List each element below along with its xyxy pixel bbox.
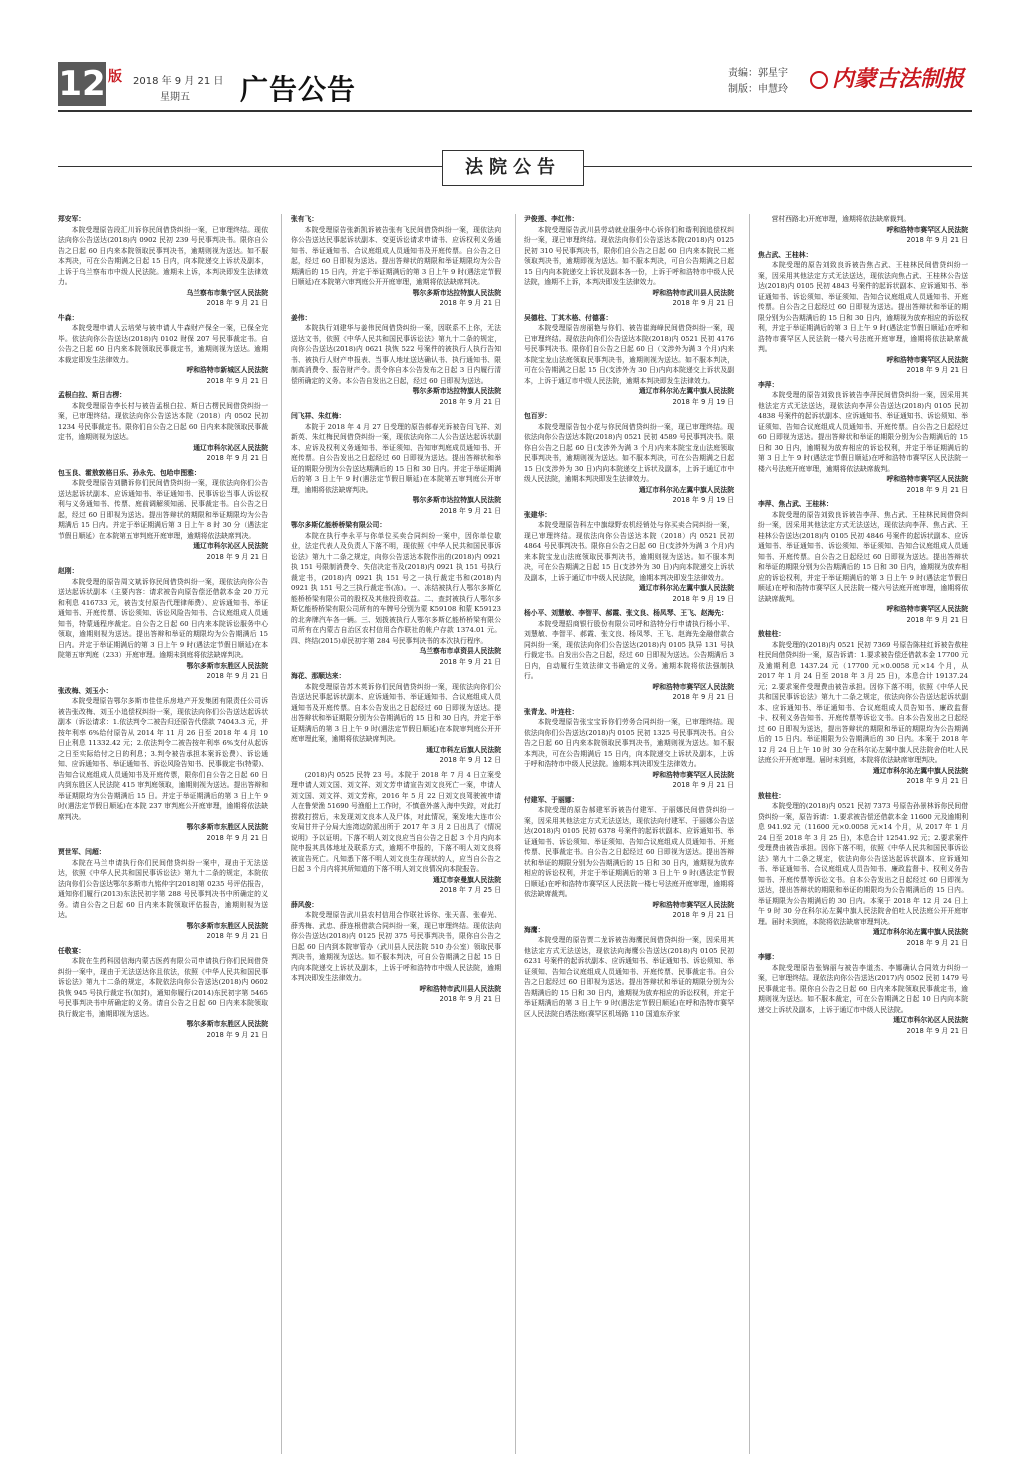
notice-court: 鄂尔多斯市达拉特旗人民法院 bbox=[412, 387, 501, 395]
notice-date: 2018 年 9 月 21 日 bbox=[906, 615, 968, 624]
notice-body: 本院受理原告苏木英诉你们民间借贷纠纷一案，现依法向你们公告送达民事起诉状副本、应诉通知书、举证通知书、合议庭组成人员通知书及开庭传票。自本公告发出之日起经过 60 日即视为送达。提出答辩状和举证期限分别为公告期满后的 15 日和 30 日内，并定于举证期满后的第 3 日上午 9 时(遇法定节假日顺延)在本院审判庭公开开庭审理此案，逾期将依法缺席判决。 bbox=[291, 682, 501, 743]
court-notice bbox=[758, 380, 968, 496]
paper-logo bbox=[810, 62, 965, 98]
notice-court: 呼和浩特市赛罕区人民法院 bbox=[886, 355, 968, 364]
notice-date: 2018 年 9 月 21 日 bbox=[206, 1030, 268, 1039]
notice-date: 2018 年 9 月 21 日 bbox=[906, 1026, 968, 1035]
court-notice bbox=[524, 707, 734, 791]
notice-date: 2018 年 9 月 21 日 bbox=[206, 552, 268, 561]
notice-date: 2018 年 9 月 21 日 bbox=[439, 506, 501, 515]
editor-credits bbox=[728, 66, 788, 98]
court-notice bbox=[524, 795, 734, 921]
notice-court: 呼和浩特市赛罕区人民法院 bbox=[886, 475, 968, 483]
notice-body: 本院受理原告武川县劳动就业服务中心诉你们和谐利润追偿权纠纷一案，现已审理终结。现依法向你们公告送达本院(2018)内 0125 民初 310 号民事判决书，限你们自公告之日起 60 日内来本院民二庭领取判决书，逾期即视为送达。如不服本判决，可自公告期满之日起 15 日内向本院递交上诉状及副本各一份，上诉于呼和浩特市中级人民法院，逾期不上诉，本判决即发生法律效力。 bbox=[524, 225, 734, 286]
notice-court: 乌兰察布市集宁区人民法院 bbox=[186, 288, 268, 297]
notice-body: 本院受理的(2018)内 0521 民初 7373 号原告孙景林诉你民间借贷纠纷一案，原告诉请：1.要求被告偿还借款本金 11600 元及逾期利息 941.92 元（11600 元×0.0058 元×14 个月，从 2017 年 1 月 24 日至 2018 年 3 月 25 日)，本息合计 12541.92 元；2.要求案件受理费由被告承担。因你下落不明，依照《中华人民共和国民事诉讼法》第九十二条之规定，依法向你公告送达起诉状副本、应诉通知书、举证通知书、合议庭组成人员告知书、廉政监督卡、权利义务告知书、开庭传票等诉讼文书。自本公告发出之日起经过 60 日即视为送达，提出答辩状的期限和举证的期限均为公告期满后的 15 日内。举证期限为公告期满后的 30 日内。本案于 2018 年 12 月 24 日上午 9 时 30 分在科尔沁左翼中旗人民法院舍伯吐人民法庭公开开庭审理。届时未到庭，本院将依法缺席审理判决。 bbox=[758, 802, 968, 926]
notice-body: 本院受理原告张新凯诉被告张有飞民间借贷纠纷一案，现依法向你公告送达民事起诉状副本、变更诉讼请求申请书、应诉权利义务通知书、举证通知书、合议庭组成人员通知书及开庭传票。自公告之日起，经过 60 日即视为送达。提出答辩状的期限和举证期限均为公告期满后的 15 日内，并定于举证期满后的第 3 日上午 9 时(遇法定节假日顺延)在本院第六审判庭公开开庭审理，逾期将依法缺席判决。 bbox=[291, 225, 501, 286]
notice-body: 本院受理原告鄂尔多斯市佳佳乐房地产开发集团有限责任公司诉被告张改梅、刘玉小追偿权纠纷一案，现依法向你们公告送达起诉状副本（诉讼请求：1.依法判令二被告归还原告代偿款 74043.3 元，并按年利率 6%给付原告从 2014 年 11 月 26 日至 2018 年 4 月 10 日止利息 11332.42 元；2.依法判令二被告按年利率 6%支付从起诉之日至实际给付之日的利息；3.判令被告承担本案诉讼费）、诉讼通知、应诉通知书、举证通知书、诉讼风险告知书、民事裁定书(特蒙)、告知合议庭组成人员通知书及开庭传票，限你们自公告之日起 60 日内到东胜区人民法院 415 审判庭领取，逾期则视为送达。提出答辩和举证期限均为公告期满后 15 日。并定于举证期满后的第 3 日上午 9 时(遇法定节假日顺延)在本院 237 审判庭公开庭审理，逾期将依法缺席判决。 bbox=[58, 697, 268, 821]
notice-addressee: 贾世军、闫超： bbox=[58, 848, 106, 856]
notice-body: 本院受理原告李长村与被告孟根白拉、斯日古楞民间借贷纠纷一案，已审理终结。现依法向你公告送达本院（2018）内 0502 民初 1234 号民事裁定书。限你们自公告之日起 60 日内来本院领取民事裁定书，逾期则视为送达。 bbox=[58, 401, 268, 441]
notice-date: 2018 年 9 月 21 日 bbox=[206, 376, 268, 385]
court-notice bbox=[291, 313, 501, 408]
notice-addressee: 鄂尔多斯亿能桥桥梁有限公司： bbox=[291, 521, 387, 529]
notice-body: 本院在生药科园信海内蒙古医药有限公司申请执行你们民间借贷纠纷一案中，现由于无法送达你且依法，依照《中华人民共和国民事诉讼法》第九十二条的规定，本院依法向你公告送达(2018)内 0602 执恢 945 号执行裁定书(加封)，通知你履行(2014)东民初字第 5465 号民事判决书中所确定的义务。请自公告之日起 60 日内来本院领取执行裁定书，逾期即视为送达。 bbox=[58, 957, 268, 1018]
editor-name: 责编：郭星宇 bbox=[728, 68, 788, 79]
court-notice bbox=[758, 629, 968, 787]
notice-date: 2018 年 9 月 21 日 bbox=[906, 485, 968, 494]
notice-addressee: 海鹰： bbox=[524, 925, 545, 934]
notice-addressee: 闫飞祥、朱红梅： bbox=[291, 412, 346, 420]
court-notice bbox=[58, 847, 268, 942]
notice-column bbox=[758, 214, 968, 1040]
court-notice bbox=[291, 770, 501, 896]
court-notice bbox=[291, 520, 501, 667]
notice-addressee: 赵刚： bbox=[58, 567, 79, 575]
notice-addressee: 李萍： bbox=[758, 380, 779, 389]
notice-court: 通辽市科尔沁区人民法院 bbox=[193, 542, 268, 550]
notice-body: 本院受理原告科左中旗绿野农机经销处与你买卖合同纠纷一案，现已审理终结。现依法向你公告送达本院（2018）内 0521 民初 4864 号民事判决书。限你自公告之日起 60 日(支涉外为满 3 个月)内来本院宝龙山法庭领取民事判决书，逾期则视为送达。如不服本判决，可在公告期满之日起 15 日(支涉外为 30 日)内向本院递交上诉状及副本，上诉于通辽市中级人民法院，逾期本判决即发生法律效力。 bbox=[524, 521, 734, 582]
notice-addressee: 付建军、于丽娜： bbox=[524, 795, 579, 804]
page-suffix: 版 bbox=[108, 69, 122, 85]
notice-body: 本院受理原告张锦丽与被告李道杰、李娜确认合同效力纠纷一案，已审理终结。现依法向你公告送达(2017)内 0502 民初 1479 号民事裁定书。限你自公告之日起 60 日内来本院领取民事裁定书，逾期则视为送达。如不服本裁定，可在公告期满之日起 10 日内向本院递交上诉状及副本，上诉于通辽市中级人民法院。 bbox=[758, 963, 968, 1014]
notice-date: 2018 年 9 月 21 日 bbox=[439, 995, 501, 1003]
notice-court: 呼和浩特市新城区人民法院 bbox=[186, 366, 268, 374]
notice-addressee: 李萍、焦占武、王桂林： bbox=[758, 500, 833, 508]
court-notice bbox=[58, 566, 268, 682]
court-notice bbox=[291, 671, 501, 766]
notice-court: 乌兰察布市卓资县人民法院 bbox=[419, 647, 501, 655]
notice-addressee: 任敬宴： bbox=[58, 946, 86, 955]
notice-court: 通辽市科尔沁左翼中旗人民法院 bbox=[638, 584, 734, 592]
notice-addressee: 张建华： bbox=[524, 510, 552, 519]
column-divider bbox=[281, 214, 282, 1454]
paper-logo-text: 内蒙古法制报 bbox=[832, 66, 965, 92]
court-notice bbox=[758, 499, 968, 625]
notice-court: 呼和浩特市赛罕区人民法院 bbox=[652, 682, 734, 691]
notice-court: 鄂尔多斯市东胜区人民法院 bbox=[186, 661, 268, 670]
notice-court: 通辽市科尔沁左翼中旗人民法院 bbox=[638, 387, 734, 395]
notice-body: 本院受理的原告周文斌诉你民间借贷纠纷一案，现依法向你公告送达起诉状副本（主要内容：请求被告向原告偿还借款本金 20 万元和利息 416733 元，被告支付原告代理律师费）、应诉通知书、举证通知书、开庭传票、诉讼须知、诉讼风险告知书、合议庭组成人员通知书，特蒙通程序裁定。自公告之日起 60 日内来本院诉讼服务中心领取，逾期则视为送达。提出答辩和举证的期限均为公告期满后 15 日内。并定于举证期满后的第 3 日上午 9 时(遇法定节假日顺延)在本院第五审判庭（233）开庭审理。逾期未到庭将依法缺席判决。 bbox=[58, 577, 268, 659]
notice-addressee: 薛风俊： bbox=[291, 900, 319, 909]
notice-column bbox=[291, 214, 501, 1009]
court-notice bbox=[524, 925, 734, 1020]
notice-date: 2018 年 9 月 21 日 bbox=[672, 781, 734, 789]
column-divider bbox=[515, 214, 516, 1454]
issue-weekday: 星期五 bbox=[160, 92, 190, 103]
notice-addressee: 郑安军： bbox=[58, 215, 86, 223]
notice-column bbox=[58, 214, 268, 1044]
notice-court: 呼和浩特市赛罕区人民法院 bbox=[652, 900, 734, 909]
notice-court: 通辽市科尔沁左翼中旗人民法院 bbox=[638, 485, 734, 494]
court-notice bbox=[758, 214, 968, 246]
notice-addressee: 孟根白拉、斯日古楞： bbox=[58, 391, 126, 399]
notice-addressee: 敖桂柱： bbox=[758, 630, 786, 638]
notice-body: 本院受理原告段汇川诉你民间借贷纠纷一案，已审理终结。现依法向你公告送达(2018)内 0902 民初 239 号民事判决书。限你自公告之日起 60 日内来本院领取民事判决书，逾期则视为送达。如不服本判决，可在公告期满之日起 15 日内，向本院递交上诉状及副本，上诉于乌兰察布市中级人民法院。逾期未上诉，本判决即发生法律效力。 bbox=[58, 225, 268, 286]
court-notice bbox=[524, 608, 734, 703]
notice-court: 通辽市科左后旗人民法院 bbox=[426, 745, 501, 754]
court-notice bbox=[291, 900, 501, 1005]
court-notice bbox=[524, 510, 734, 605]
notice-court: 鄂尔多斯市东胜区人民法院 bbox=[186, 921, 268, 930]
notice-court: 通辽市奈曼旗人民法院 bbox=[433, 875, 501, 884]
court-notice bbox=[291, 411, 501, 516]
notice-date: 2018 年 9 月 21 日 bbox=[206, 833, 268, 842]
notice-court: 通辽市科尔沁左翼中旗人民法院 bbox=[872, 766, 968, 775]
header-rule bbox=[58, 110, 972, 112]
notice-addressee: 李娜： bbox=[758, 953, 779, 961]
logo-emblem-icon bbox=[810, 71, 828, 89]
notice-date: 2018 年 9 月 21 日 bbox=[672, 911, 734, 919]
notice-court: 鄂尔多斯市东胜区人民法院 bbox=[186, 1020, 268, 1028]
issue-date: 2018 年 9 月 21 日 bbox=[133, 76, 224, 87]
notice-rule-left bbox=[58, 166, 442, 167]
notice-addressee: 姜伟： bbox=[291, 313, 312, 322]
notice-column bbox=[524, 214, 734, 1023]
producer-name: 制版：申慧玲 bbox=[728, 84, 788, 95]
notice-body: 本院于 2018 年 4 月 27 日受理的原告郝春光诉被告闫飞祥、刘新英、朱红梅民间借贷纠纷一案，现依法向你二人公告送达起诉状副本、应诉及权利义务通知书、举证须知、告知审判庭成员通知书、开庭传票。自公告发出之日起经过 60 日即视为送达。提出答辩状和举证的期限分别为公告送达期满后的 15 日和 30 日内。并定于举证期满后的第 3 日上午 9 时(遇法定节假日顺延)在本院第五审判庭公开审理，逾期将依法缺席判决。 bbox=[291, 422, 501, 494]
notice-body: 本院受理招商银行股份有限公司呼和浩特分行申请执行杨小平、刘慧敏、李智平、郝霞、张文良、杨凤琴、王飞、赵海先金融借款合同纠纷一案，现依法向你们公告送达(2018)内 0105 执异 131 号执行裁定书。自发出公告之日起，经过 60 日即视为送达。公告期满后 3 日内，自动履行生效法律文书确定的义务。逾期本院将依法强制执行。 bbox=[524, 619, 734, 680]
section-title: 广告公告 bbox=[240, 73, 357, 106]
notice-date: 2018 年 9 月 21 日 bbox=[906, 366, 968, 374]
notice-addressee: 吴德柱、丁其木格、付德喜： bbox=[524, 313, 613, 322]
notice-body: 本院受理的原告刘致良诉被告焦占武、王桂林民间借贷纠纷一案，因采用其他法定方式无法送达，现依法向焦占武、王桂林公告送达(2018)内 0105 民初 4843 号案件的起诉状副本、应诉通知书、举证通知书、诉讼须知、举证须知、告知合议庭组成人员通知书、开庭传票。自公告之日起经过 60 日即视为送达。提出答辩状和举证的期限分别为公告期满后的 15 日和 30 日内，逾期视为放弃相应的诉讼权利，并定于举证期满后的第 3 日上午 9 时(遇法定节假日顺延)在呼和浩特市赛罕区人民法院一楼六号法庭开庭审理，逾期将依法缺席裁判。 bbox=[758, 261, 968, 353]
notice-date: 2018 年 9 月 21 日 bbox=[439, 397, 501, 406]
notice-body: 本院受理原告武川县农村信用合作联社诉你、张天喜、张春光、薛秀梅、武忠、薛连根借款合同纠纷一案，现已审理终结。现依法向你公告送达(2018)内 0125 民初 375 号民事判决书，限你自公告之日起 60 日内到本院审管办（武川县人民法院 510 办公室）领取民事判决书，逾期视为送达。如不服本判决，可自公告期满之日起 15 日内向本院递交上诉状及副本，上诉于呼和浩特市中级人民法院，逾期本判决即发生法律效力。 bbox=[291, 911, 501, 982]
notice-date: 2018 年 9 月 21 日 bbox=[439, 299, 501, 307]
court-notice bbox=[758, 250, 968, 376]
notice-date: 2018 年 9 月 19 日 bbox=[672, 496, 734, 504]
notice-addressee: 包玉良、霍敖敦格日乐、孙永先、包哈申图雅： bbox=[58, 468, 201, 477]
notice-body: 本院受理的原告刘致良诉被告李萍民间借贷纠纷一案，因采用其他法定方式无法送达，现依法向李萍公告送达(2018)内 0105 民初 4838 号案件的起诉状副本、应诉通知书、举证通知书、诉讼须知、举证须知、告知合议庭组成人员通知书、开庭传票。自公告之日起经过 60 日即视为送达。提出答辩状和举证的期限分别为公告期满后的 15 日和 30 日内，逾期视为放弃相应的诉讼权利，并定于举证期满后的第 3 日上午 9 时(遇法定节假日顺延)在呼和浩特市赛罕区人民法院一楼六号法庭开庭审理，逾期将依法缺席裁判。 bbox=[758, 391, 968, 473]
notice-date: 2018 年 9 月 21 日 bbox=[906, 236, 968, 244]
notice-body: 本院在马兰申请执行你们民间借贷纠纷一案中，现由于无法送达，依照《中华人民共和国民事诉讼法》第九十二条的规定，本院依法向你们公告送达鄂尔多斯市九铭仲字[2018]第 0235 号评估报告，通知你们履行(2013)东法民初字第 288 号民事判决书中所确定的义务。请自公告之日起 60 日内来本院领取评估报告，逾期则视为送达。 bbox=[58, 858, 268, 919]
notice-addressee: 敖桂柱： bbox=[758, 791, 786, 800]
notice-court: 呼和浩特市赛罕区人民法院 bbox=[886, 605, 968, 613]
notice-date: 2018 年 9 月 21 日 bbox=[439, 657, 501, 666]
notice-body: 本院受理的原告郝建军诉被告付建军、于丽娜民间借贷纠纷一案，因采用其他法定方式无法送达，现依法向付建军、于丽娜公告送达(2018)内 0105 民初 6378 号案件的起诉状副本、应诉通知书、举证通知书、诉讼须知、举证须知、告知合议庭组成人员通知书、开庭传票、民事裁定书。自公告之日起经过 60 日即视为送达。提出答辩状和举证的期限分别为公告期满后的 15 日和 30 日内，逾期视为放弃相应的诉讼权利，并定于举证期满后的第 3 日上午 9 时(遇法定节假日顺延)在呼和浩特市赛罕区人民法院一楼七号法庭开庭审理，逾期将依法缺席裁判。 bbox=[524, 806, 734, 898]
notice-body: 本院在执行李永平与你单位买卖合同纠纷一案中，因你单位歇业，法定代表人及负责人下落不明，现依照《中华人民共和国民事诉讼法》第九十二条之规定，向你公告送达本院作出的(2018)内 0921 执 151 号限制消费令、失信决定书及(2018)内 0921 执 151 号执行裁定书，(2018)内 0921 执 151 号之一执行裁定书和(2018)内 0921 执 151 号之三执行裁定书(冻)。一、冻结被执行人鄂尔多斯亿能桥桥梁有限公司的股权及其他投资收益。二、查封被执行人鄂尔多斯亿能桥桥梁有限公司所有的车牌号分别为蒙 K59108 和蒙 K59123 的北奔牌汽车各一辆。三、划拨被执行人鄂尔多斯亿能桥桥梁有限公司所有在内蒙古自治区农村信用合作联社的帐户存款 1374.01 元。四、终结(2015)卓民初字第 284 号民事判决书的本次执行程序。 bbox=[291, 531, 501, 645]
court-notice bbox=[291, 214, 501, 309]
court-notice bbox=[758, 791, 968, 949]
notice-heading: 法院公告 bbox=[442, 150, 584, 186]
notice-addressee: 包百岁： bbox=[524, 412, 552, 420]
notice-court: 通辽市科尔沁左翼中旗人民法院 bbox=[872, 928, 968, 936]
notice-body: 本院受理的原告刘致良诉被告李萍、焦占武、王桂林民间借贷纠纷一案，因采用其他法定方式无法送达，现依法向李萍、焦占武、王桂林公告送达(2018)内 0105 民初 4846 号案件的起诉状副本、应诉通知书、举证通知书、诉讼须知、举证须知、告知合议庭组成人员通知书、开庭传票。自公告之日起经过 60 日即视为送达。提出答辩状和举证的期限分别为公告期满后的 15 日和 30 日内，逾期视为放弃相应的诉讼权利，并定于举证期满后的第 3 日上午 9 时(遇法定节假日顺延)在呼和浩特市赛罕区人民法院一楼六号法庭开庭审理，逾期将依法缺席裁判。 bbox=[758, 510, 968, 603]
notice-addressee: 尹俊莲、李红伟： bbox=[524, 215, 579, 223]
court-notice bbox=[58, 468, 268, 563]
notice-date: 2018 年 9 月 21 日 bbox=[672, 693, 734, 701]
notice-date: 2018 年 9 月 21 日 bbox=[906, 938, 968, 947]
court-notice bbox=[524, 411, 734, 506]
notice-court: 呼和浩特市武川县人民法院 bbox=[652, 288, 734, 297]
court-notice bbox=[58, 390, 268, 464]
notice-body: 本院受理原告包小花与你民间借贷纠纷一案，现已审理终结。现依法向你公告送达本院(2018)内 0521 民初 4589 号民事判决书。限你自公告之日起 60 日(支涉外为满 3 个月)内来本院宝龙山法庭领取民事判决书，逾期则视为送达。如不服本判决，可在公告期满之日起 15 日(支涉外为 30 日)内向本院递交上诉状及副本，上诉于通辽市中级人民法院，逾期本判决即发生法律效力。 bbox=[524, 422, 734, 483]
notice-body: 本院受理原告刘鹏诉你们民间借贷纠纷一案，现依法向你们公告送达起诉状副本、应诉通知书、举证通知书、民事诉讼当事人诉讼权利与义务通知书、传票、庭前调解须知函、民事裁定书。自公告之日起，经过 60 日即视为送达。提出答辩状的期限和举证期限均为公告期满后 15 日内。并定于举证期满后第 3 日上午 8 时 30 分（遇法定节假日顺延）在本院第五审判庭开庭审理，逾期将依法缺席判决。 bbox=[58, 479, 268, 540]
notice-date: 2018 年 9 月 12 日 bbox=[439, 756, 501, 764]
notice-body: 本院受理的(2018)内 0521 民初 7369 号原告陈桂红诉被告敖桂柱民间借贷纠纷一案，原告诉请：1.要求被告偿还借款本金 17700 元及逾期利息 1437.24 元（17700 元×0.0058 元×14 个月，从 2017 年 1 月 24 日至 2018 年 3 月 25 日)，本息合计 19137.24 元；2.要求案件受理费由被告承担。因你下落不明，依照《中华人民共和国民事诉讼法》第九十二条之规定，依法向你公告送达起诉状副本、应诉通知书、举证通知书、合议庭组成人员告知书、廉政监督卡、权利义务告知书、开庭传票等诉讼文书。自本公告发出之日起经过 60 日即视为送达，提出答辩状的期限和举证的期限均为公告期满后的 15 日内。举证期限为公告期满后的 30 日内。本案于 2018 年 12 月 24 日上午 10 时 30 分在科尔沁左翼中旗人民法院舍伯吐人民法庭公开开庭审理。届时未到庭，本院将依法缺席审理判决。 bbox=[758, 640, 968, 764]
notice-court: 呼和浩特市赛罕区人民法院 bbox=[652, 770, 734, 779]
notice-body: (2018)内 0525 民特 23 号。本院于 2018 年 7 月 4 日立案受理申请人刘文国、刘文祥、刘文芳申请宣告刘文良死亡一案，申请人刘文国、刘文祥、刘文芳称，2016 年 5 月 22 日刘文良驾驶被申请人在鲁荣渔 51690 号渔船上工作时，不慎意外落入海中失踪，对此打捞救打捞后，未发现刘文良本人及尸体，对此情况，案发地大连市公安局甘井子分局大连湾边防派出所于 2017 年 3 月 2 日出具了《情况说明》予以证明。下落不明人刘文良应当自公告之日起 3 个月内向本院申报其具体地址及联系方式，逾期不申报的，下落不明人刘文良将被宣告死亡。凡知悉下落不明人刘文良生存现状的人，应当自公告之日起 3 个月内将其所知道的下落不明人刘文良情况向本院报告。 bbox=[291, 770, 501, 873]
notice-body: 本院受理的原告贾二龙诉被告海鹰民间借贷纠纷一案，因采用其他法定方式无法送达，现依法向海鹰公告送达(2018)内 0105 民初 6231 号案件的起诉状副本、应诉通知书、举证通知书、诉讼须知、举证须知、告知合议庭组成人员通知书、开庭传票、民事裁定书。自公告之日起经过 60 日即视为送达。提出答辩状和举证的期限分别为公告期满后的 15 日和 30 日内，逾期视为放弃相应的诉讼权利，并定于举证期满后的第 3 日上午 9 时(遇法定节假日顺延)在呼和浩特市赛罕区人民法院白塔法庭(赛罕区机场路 110 国道东乔家 bbox=[524, 936, 734, 1018]
court-notice bbox=[58, 313, 268, 387]
notice-date: 2018 年 9 月 21 日 bbox=[672, 299, 734, 307]
notice-rule-right bbox=[584, 166, 972, 167]
notice-addressee: 焦占武、王桂林： bbox=[758, 250, 813, 259]
notice-body: 本院受理原告张宝宝诉你们劳务合同纠纷一案，已审理终结。现依法向你们公告送达(2018)内 0105 民初 1325 号民事判决书。自公告之日起 60 日内来本院领取民事判决书，逾期则视为送达。如不服本判决，可在公告期满后 15 日内，向本院递交上诉状及副本，上诉于呼和浩特市中级人民法院。逾期本判决即发生法律效力。 bbox=[524, 718, 734, 768]
court-notice bbox=[758, 952, 968, 1036]
notice-addressee: 张改梅、刘玉小： bbox=[58, 686, 113, 695]
notice-body: 本院受理原告房丽艳与你们、被告崔海峰民间借贷纠纷一案，现已审理终结。现依法向你们公告送达本院(2018)内 0521 民初 4176 号民事判决书。限你们自公告之日起 60 日（文涉外为满 3 个月)内来本院宝龙山法庭领取民事判决书，逾期则视为送达。如不服本判决，可在公告期满之日起 15 日(支涉外为 30 日)内向本院递交上诉状及副本，上诉于通辽市中级人民法院，逾期本判决即发生法律效力。 bbox=[524, 324, 734, 385]
court-notice bbox=[524, 313, 734, 408]
notice-body: 营村西路北)开庭审理，逾期将依法缺席裁判。 bbox=[771, 215, 911, 223]
notice-addressee: 杨小平、刘慧敏、李智平、郝霞、张文良、杨凤琴、王飞、赵海先： bbox=[524, 609, 728, 617]
court-notice bbox=[58, 946, 268, 1041]
notice-addressee: 张有飞： bbox=[291, 215, 319, 223]
notice-date: 2018 年 9 月 19 日 bbox=[672, 594, 734, 603]
notice-court: 通辽市科尔沁区人民法院 bbox=[193, 443, 268, 452]
notice-date: 2018 年 9 月 21 日 bbox=[206, 454, 268, 462]
court-notice bbox=[58, 214, 268, 309]
notice-body: 本院受理申请人云培荣与被申请人牛森财产保全一案，已保全完毕。依法向你公告送达(2018)内 0102 财保 207 号民事裁定书。自公告之日起 60 日内来本院领取民事裁定书，逾期则视为送达。逾期本裁定即发生法律效力。 bbox=[58, 324, 268, 364]
notice-addressee: 海花、那顺达来： bbox=[291, 672, 346, 680]
notice-court: 鄂尔多斯市达拉特旗人民法院 bbox=[412, 496, 501, 504]
court-notice bbox=[58, 686, 268, 844]
notice-body: 本院执行刘建华与姜伟民间借贷纠纷一案，因联系不上你，无法送达文书，依照《中华人民共和国民事诉讼法》第九十二条的规定，向你公告送达(2018)内 0621 执恢 522 号案件的被执行人执行告知书、被执行人财产申报表、当事人地址送达确认书、执行通知书、限制高消费令、报告财产令。责令你自本公告发布之日起 3 日内履行清偿所确定的义务。本公告自发出之日起，经过 60 日即视为送达。 bbox=[291, 324, 501, 385]
notice-addressee: 张青龙、叶连柱： bbox=[524, 707, 579, 716]
notice-date: 2018 年 9 月 19 日 bbox=[672, 397, 734, 406]
notice-court: 通辽市科尔沁区人民法院 bbox=[893, 1016, 968, 1024]
court-notice bbox=[524, 214, 734, 309]
notice-date: 2018 年 7 月 25 日 bbox=[439, 886, 501, 894]
notice-court: 呼和浩特市赛罕区人民法院 bbox=[886, 225, 968, 234]
notice-court: 呼和浩特市武川县人民法院 bbox=[419, 984, 501, 993]
notice-date: 2018 年 9 月 21 日 bbox=[906, 777, 968, 785]
notice-date: 2018 年 9 月 21 日 bbox=[206, 932, 268, 940]
column-divider bbox=[749, 214, 750, 1454]
notice-date: 2018 年 9 月 21 日 bbox=[206, 299, 268, 307]
notice-court: 鄂尔多斯市东胜区人民法院 bbox=[186, 823, 268, 831]
page-header bbox=[0, 0, 1024, 120]
notice-addressee: 牛森： bbox=[58, 313, 79, 322]
page-number: 12 bbox=[58, 64, 106, 104]
notice-date: 2018 年 9 月 21 日 bbox=[206, 672, 268, 680]
notice-court: 鄂尔多斯市达拉特旗人民法院 bbox=[412, 288, 501, 297]
